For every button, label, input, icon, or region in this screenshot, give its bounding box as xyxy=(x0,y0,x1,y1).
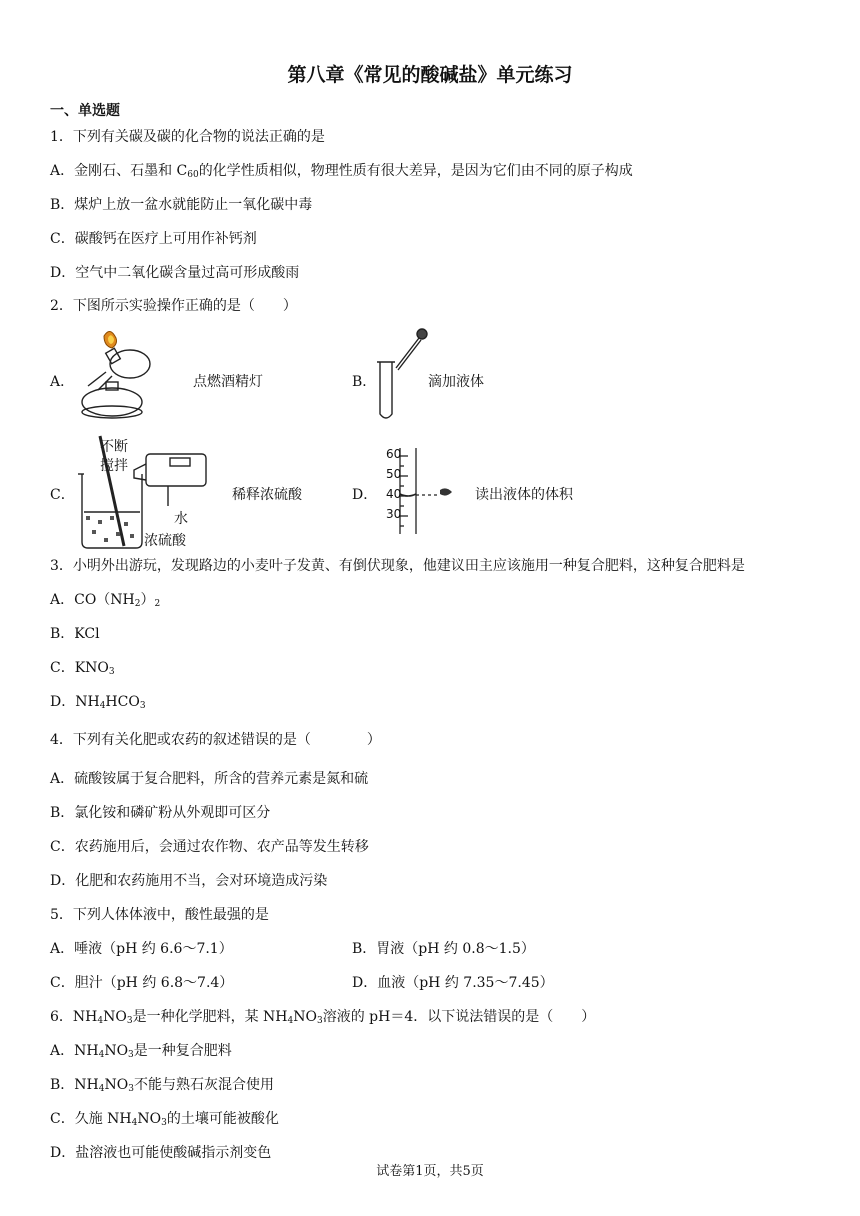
q4-stem: 4．下列有关化肥或农药的叙述错误的是（ ） xyxy=(50,732,381,748)
page-title: 第八章《常见的酸碱盐》单元练习 xyxy=(287,64,573,86)
q2-option-c-letter: C． xyxy=(50,487,75,503)
q6-option-d: D．盐溶液也可能使酸碱指示剂变色 xyxy=(50,1145,272,1161)
q5-option-b: B．胃液（pH 约 0.8～1.5） xyxy=(352,941,535,957)
q1-option-c: C．碳酸钙在医疗上可用作补钙剂 xyxy=(50,231,257,247)
cylinder-tick-50: 50 xyxy=(386,467,402,481)
q2-option-c-caption: 稀释浓硫酸 xyxy=(232,487,302,503)
q2-option-a-caption: 点燃酒精灯 xyxy=(193,374,263,390)
q2-option-b-letter: B． xyxy=(352,374,377,390)
q1-option-d: D．空气中二氧化碳含量过高可形成酸雨 xyxy=(50,265,300,281)
q1-option-b: B．煤炉上放一盆水就能防止一氧化碳中毒 xyxy=(50,197,313,213)
q3-option-b: B．KCl xyxy=(50,626,100,642)
q3-option-c: C．$KNO_3$ xyxy=(50,660,115,677)
section-heading: 一、单选题 xyxy=(50,103,120,119)
q2-option-a-letter: A． xyxy=(50,374,75,390)
q5-option-c: C．胆汁（pH 约 6.8～7.4） xyxy=(50,975,234,991)
page-footer: 试卷第1页，共5页 xyxy=(376,1164,484,1179)
cylinder-tick-40: 40 xyxy=(386,487,402,501)
q4-option-a: A．硫酸铵属于复合肥料，所含的营养元素是氮和硫 xyxy=(50,771,369,787)
q5-option-d: D．血液（pH 约 7.35～7.45） xyxy=(352,975,554,991)
alcohol-lamp-figure xyxy=(72,330,172,422)
q2-stem: 2．下图所示实验操作正确的是（ ） xyxy=(50,298,297,314)
q3-option-a: A．$CO(NH_2)_2$ xyxy=(50,592,161,609)
c-figure-water-label: 水 xyxy=(174,511,188,527)
cylinder-tick-30: 30 xyxy=(386,507,402,521)
q2-option-d-caption: 读出液体的体积 xyxy=(475,487,573,503)
q2-option-d-letter: D． xyxy=(352,487,378,503)
q4-option-c: C．农药施用后，会通过农作物、农产品等发生转移 xyxy=(50,839,369,855)
q5-stem: 5．下列人体体液中，酸性最强的是 xyxy=(50,907,269,923)
q6-option-b: B．$NH_4NO_3$不能与熟石灰混合使用 xyxy=(50,1077,274,1094)
q3-option-d: D．$NH_4HCO_3$ xyxy=(50,694,146,711)
q1-option-a: A．金刚石、石墨和 $C_{60}$的化学性质相似，物理性质有很大差异，是因为它们由不同的原子构成 xyxy=(50,163,633,180)
dropper-test-tube-figure xyxy=(372,328,432,424)
q6-option-a: A．$NH_4NO_3$是一种复合肥料 xyxy=(50,1043,232,1060)
q5-option-a: A．唾液（pH 约 6.6～7.1） xyxy=(50,941,233,957)
q2-option-b-caption: 滴加液体 xyxy=(428,374,484,390)
cylinder-tick-60: 60 xyxy=(386,447,402,461)
c-figure-text-2: 搅拌 xyxy=(100,458,128,474)
q4-option-d: D．化肥和农药施用不当，会对环境造成污染 xyxy=(50,873,328,889)
c-figure-acid-label: 浓硫酸 xyxy=(144,533,186,549)
q4-option-b: B．氯化铵和磷矿粉从外观即可区分 xyxy=(50,805,271,821)
q1-stem: 1．下列有关碳及碳的化合物的说法正确的是 xyxy=(50,129,325,145)
q6-option-c: C．久施 $NH_4NO_3$的土壤可能被酸化 xyxy=(50,1111,279,1128)
c-figure-text-1: 不断 xyxy=(100,439,128,455)
q6-stem: 6．$NH_4NO_3$是一种化学肥料，某 $NH_4NO_3$溶液的 pH＝4．以下说法错误的是（ ） xyxy=(50,1009,596,1026)
q3-stem: 3．小明外出游玩，发现路边的小麦叶子发黄、有倒伏现象，他建议田主应该施用一种复合肥料，这种复合肥料是 xyxy=(50,558,745,574)
